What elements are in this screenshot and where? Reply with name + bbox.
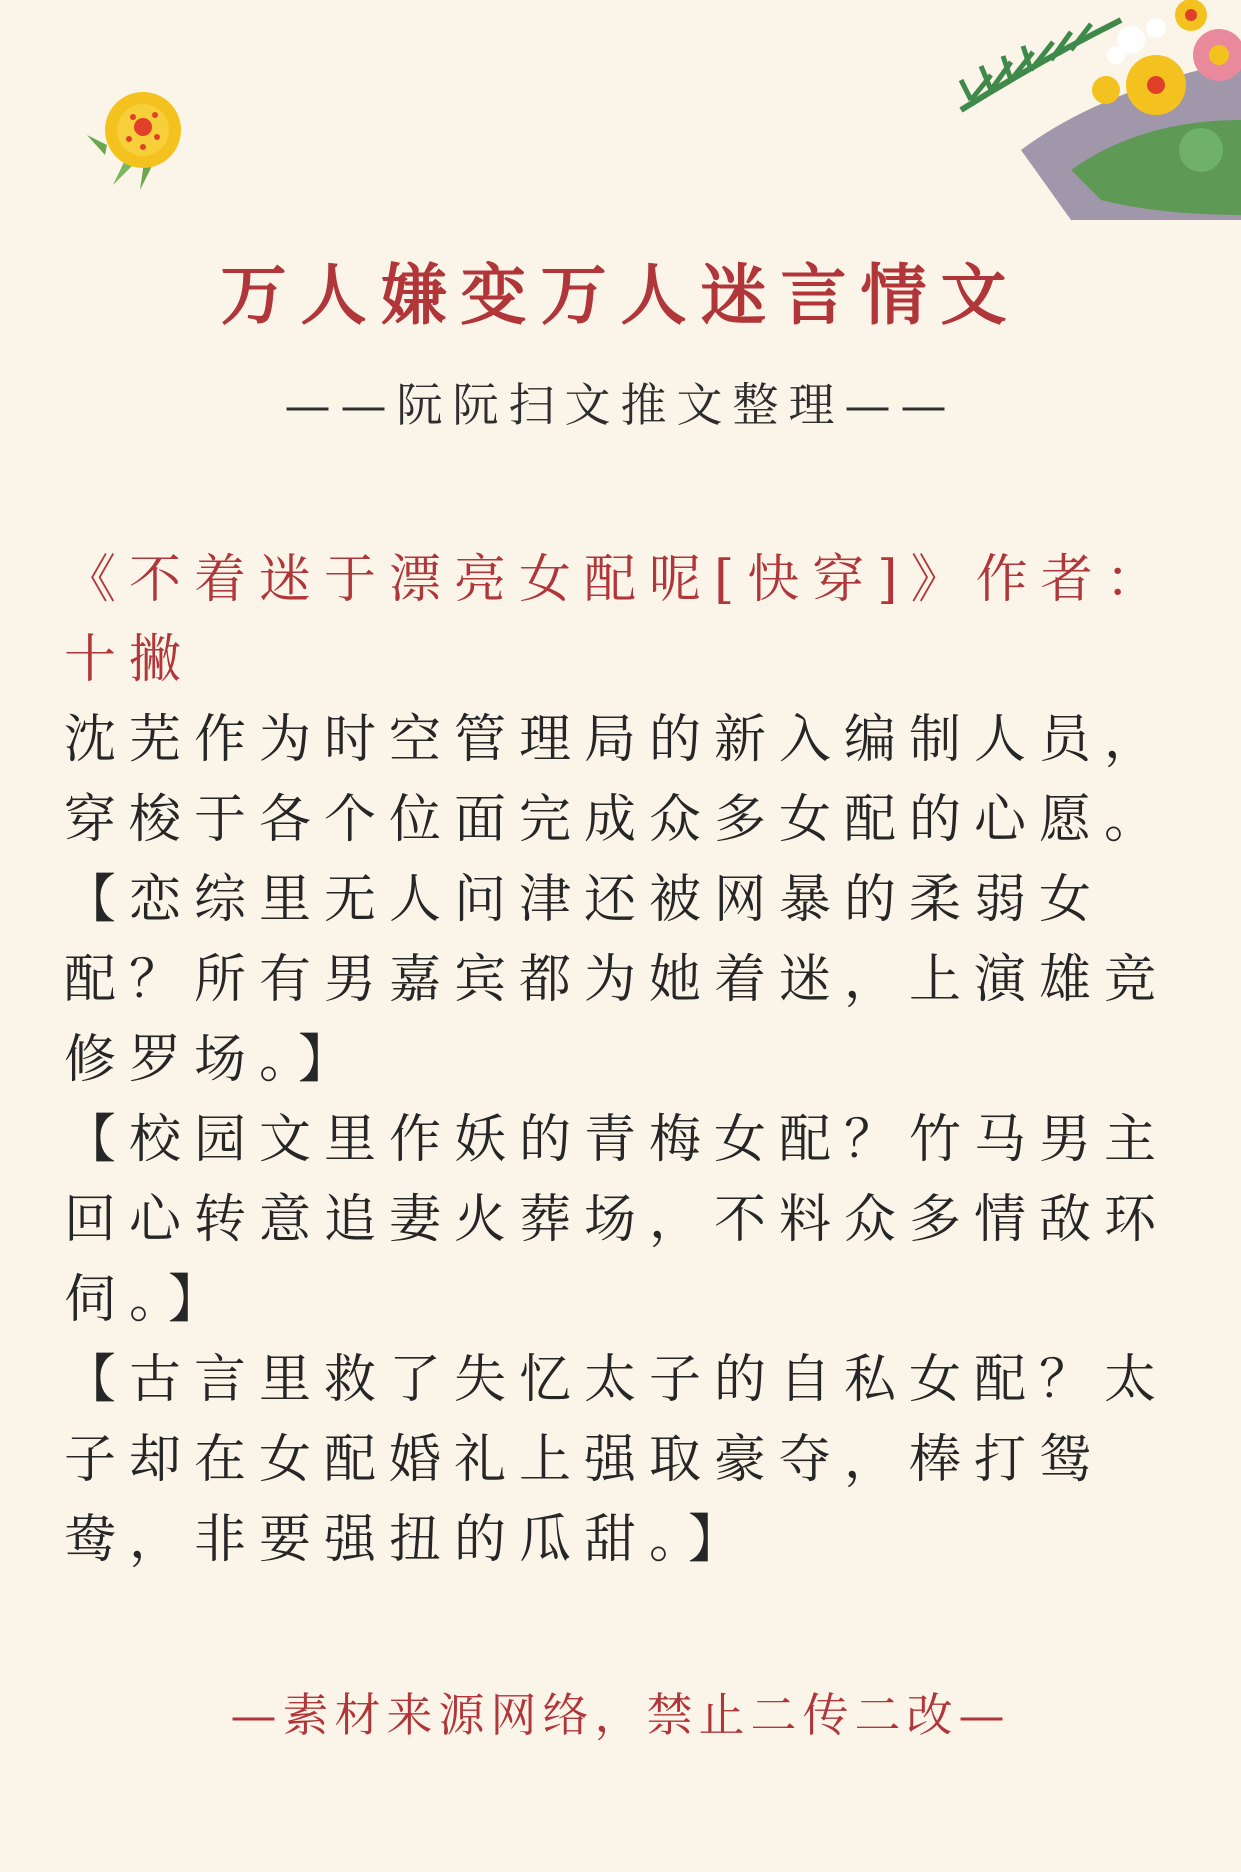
book-recommendation <box>64 540 1184 1580</box>
yellow-flower-icon <box>85 85 195 195</box>
book-title-line: 《不着迷于漂亮女配呢[快穿]》作者：十撇 <box>64 550 1171 690</box>
page-title: 万人嫌变万人迷言情文 <box>220 256 1021 334</box>
plot-point-3: 【古言里救了失忆太子的自私女配？太子却在女配婚礼上强取豪夺，棒打鸳鸯，非要强扭的瓜甜。】 <box>64 1350 1170 1570</box>
plot-point-2: 【校园文里作妖的青梅女配？竹马男主回心转意追妻火葬场，不料众多情敌环伺。】 <box>64 1110 1170 1330</box>
flower-bouquet-illustration <box>901 0 1241 220</box>
plot-point-1: 【恋综里无人问津还被网暴的柔弱女配？所有男嘉宾都为她着迷，上演雄竞修罗场。】 <box>64 870 1170 1090</box>
source-note: —素材来源网络，禁止二传二改— <box>230 1688 1011 1742</box>
page-subtitle: ——阮阮扫文推文整理—— <box>284 378 957 432</box>
book-summary: 沈芜作为时空管理局的新入编制人员，穿梭于各个位面完成众多女配的心愿。 <box>64 710 1170 850</box>
